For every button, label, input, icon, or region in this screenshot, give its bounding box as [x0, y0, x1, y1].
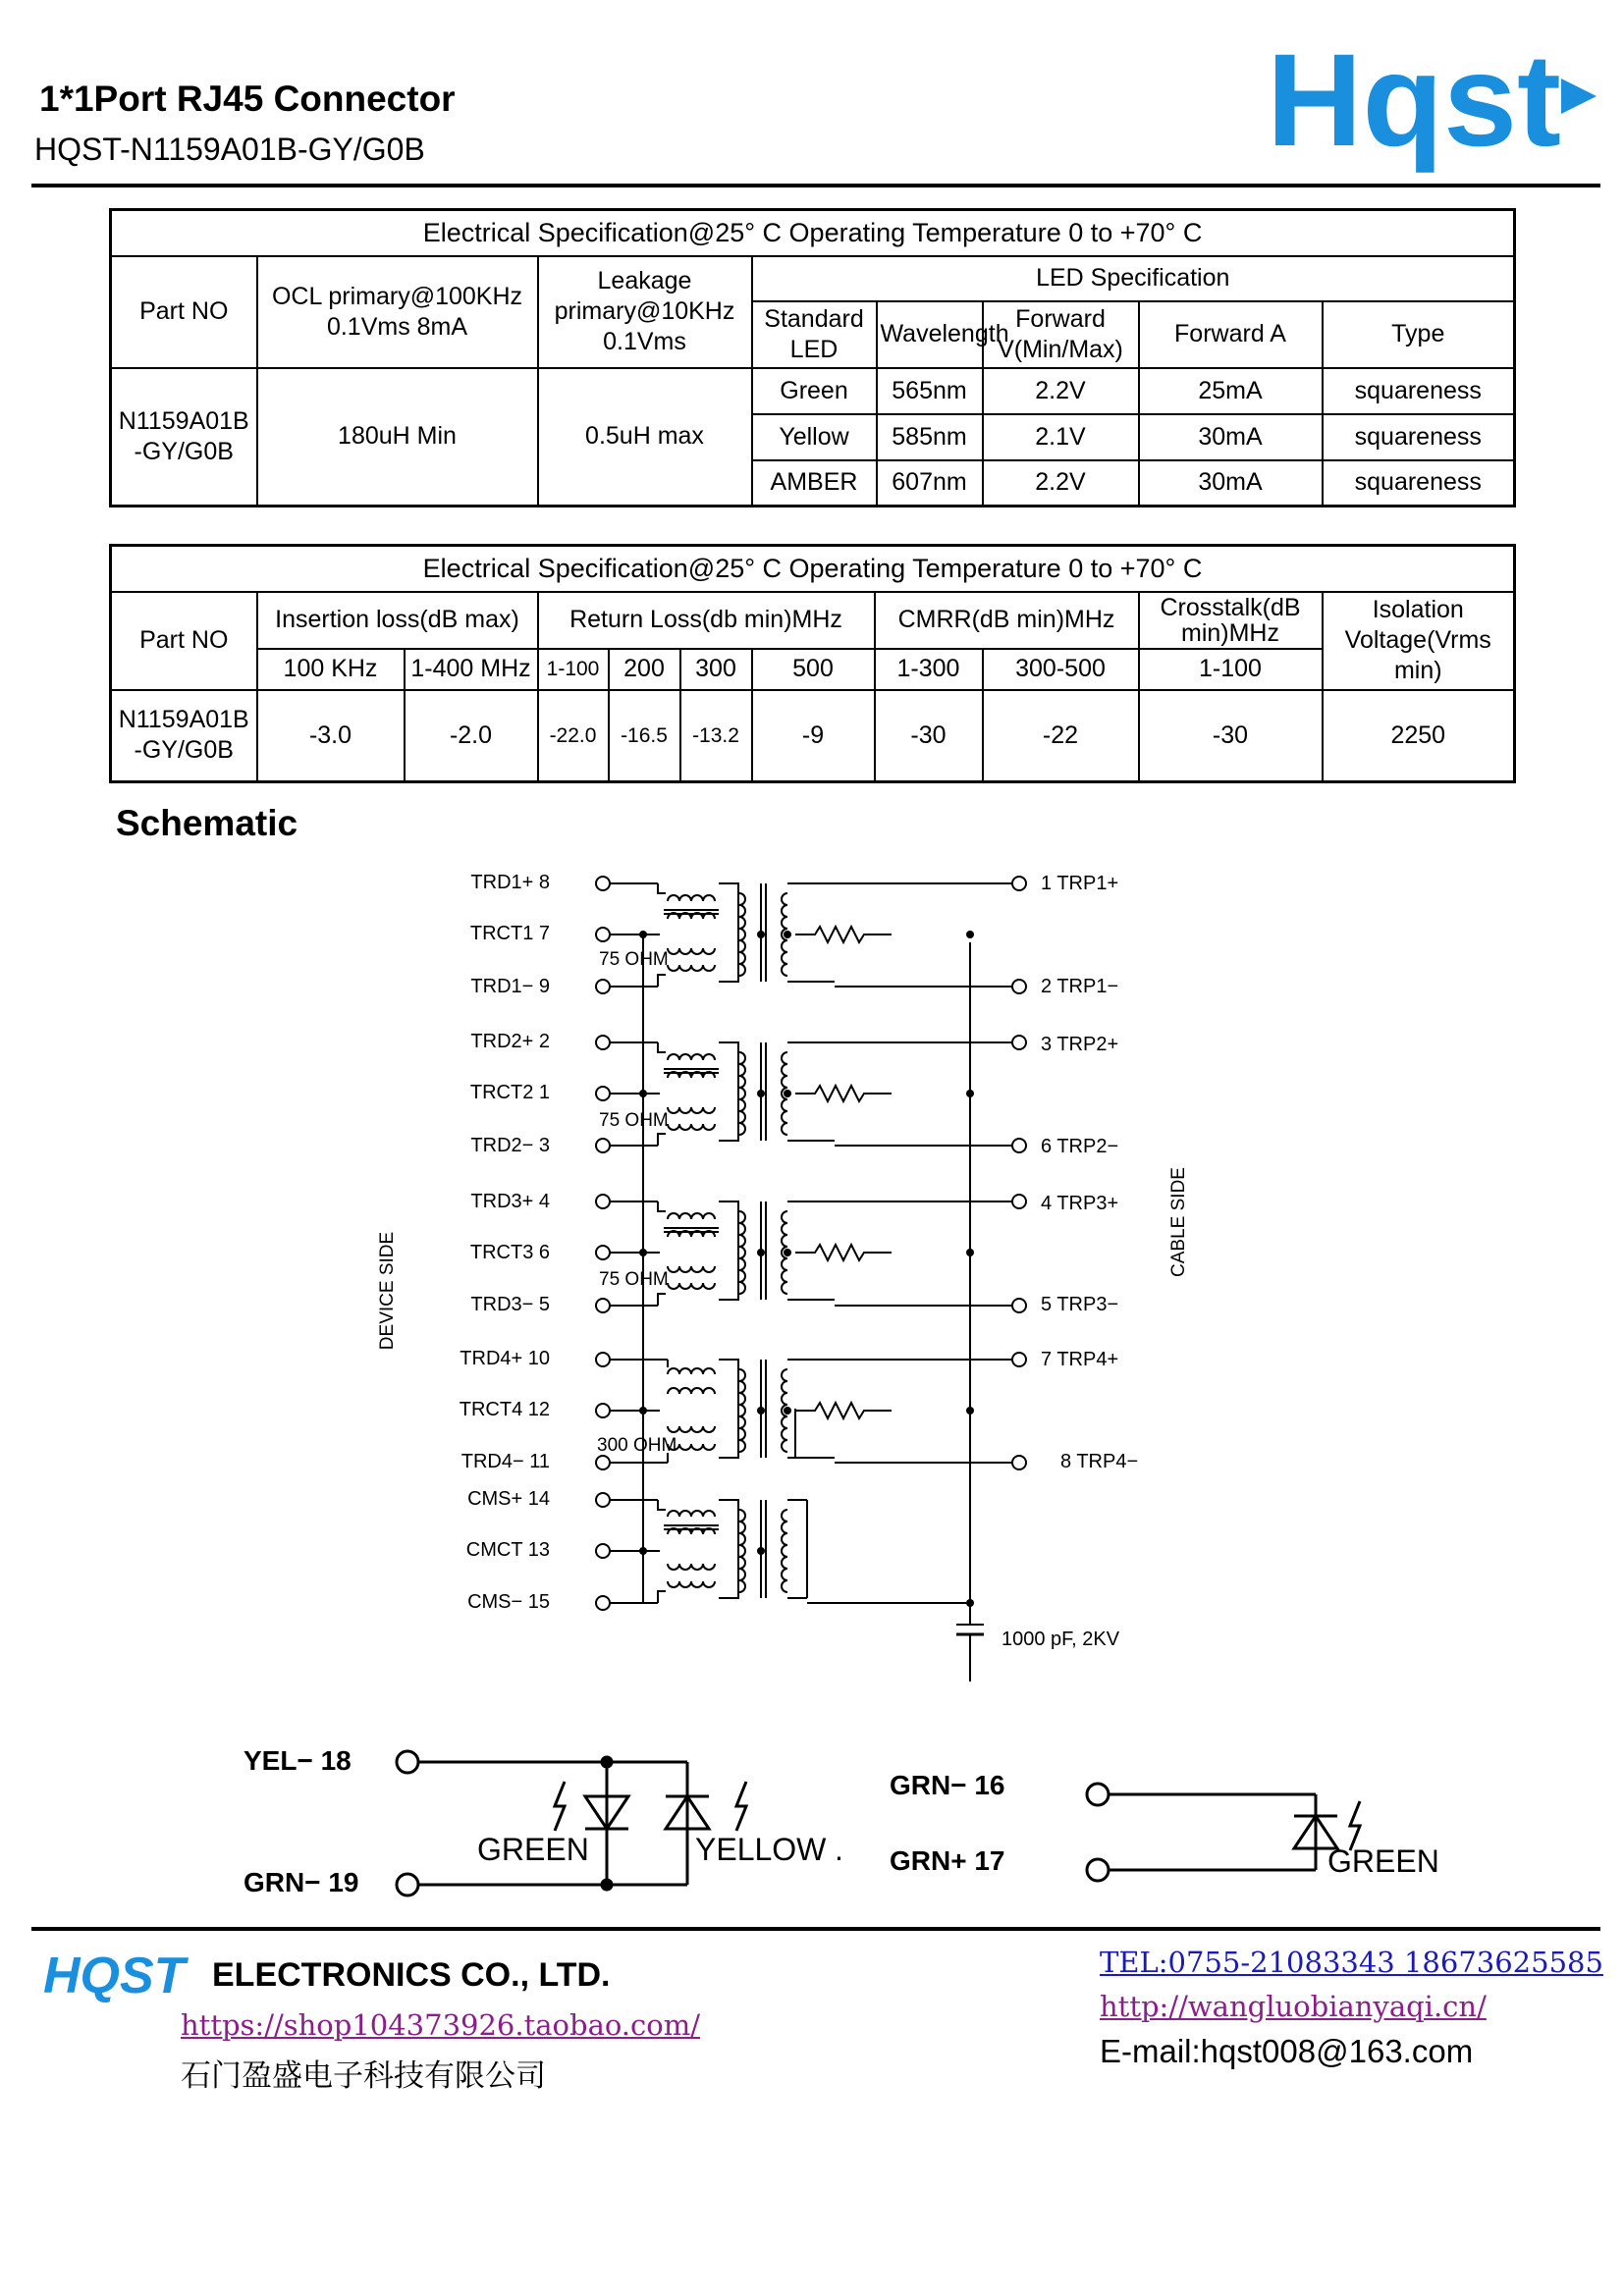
pin-grn16: GRN− 16 — [890, 1770, 1005, 1800]
company-brand: HQST — [43, 1948, 186, 2004]
t2-sub: 200 — [609, 649, 680, 690]
pin-label: TRD4+ 10 — [460, 1348, 550, 1369]
t1-partno: N1159A01B -GY/G0B — [111, 368, 257, 507]
transformer-schematic — [363, 859, 1188, 1683]
pin-label: 7 TRP4+ — [1041, 1349, 1119, 1370]
t2-value: -22 — [983, 690, 1139, 782]
t1-col-standard-led: Standard LED — [752, 301, 877, 368]
pin-label: CMS+ 14 — [467, 1488, 550, 1510]
yellow-led-label: YELLOW — [695, 1832, 827, 1867]
t1-col-forward-a: Forward A — [1139, 301, 1323, 368]
t2-partno: N1159A01B -GY/G0B — [111, 690, 257, 782]
t2-value: -30 — [875, 690, 983, 782]
t1-cell: squareness — [1323, 368, 1515, 414]
t2-sub: 300 — [680, 649, 752, 690]
t1-cell: AMBER — [752, 460, 877, 507]
resistor-label: 75 OHM — [599, 1269, 669, 1290]
pin-label: TRD1− 9 — [470, 976, 550, 997]
t1-cell: 30mA — [1139, 460, 1323, 507]
t2-isolation-header: Isolation Voltage(Vrms min) — [1323, 592, 1515, 690]
pin-label: TRCT1 7 — [469, 923, 550, 944]
pin-label: TRD4− 11 — [460, 1451, 550, 1472]
t2-value: -9 — [752, 690, 875, 782]
pin-label: 6 TRP2− — [1041, 1136, 1119, 1157]
t2-return-header: Return Loss(db min)MHz — [538, 592, 875, 649]
table2-caption: Electrical Specification@25° C Operating Temperature 0 to +70° C — [111, 546, 1515, 592]
t1-col-type: Type — [1323, 301, 1515, 368]
pin-label: 2 TRP1− — [1041, 976, 1119, 997]
hqst-logo — [1267, 27, 1597, 174]
t1-cell: 585nm — [877, 414, 983, 460]
t1-cell: 607nm — [877, 460, 983, 507]
pin-label: TRD3+ 4 — [470, 1191, 550, 1212]
header-divider — [31, 184, 1600, 187]
shop-link[interactable]: https://shop104373926.taobao.com/ — [181, 2008, 700, 2042]
table1-caption: Electrical Specification@25° C Operating Temperature 0 to +70° C — [111, 210, 1515, 256]
t2-value: -22.0 — [538, 690, 609, 782]
telephone-link[interactable]: TEL:0755-21083343 18673625585 — [1100, 1946, 1603, 1979]
t1-cell: 2.2V — [983, 460, 1139, 507]
pin-label: TRCT4 12 — [459, 1399, 550, 1420]
capacitor-label: 1000 pF, 2KV — [1001, 1629, 1120, 1650]
pin-label: TRD2+ 2 — [470, 1031, 550, 1052]
t2-sub: 1-400 MHz — [405, 649, 538, 690]
resistor-label: 75 OHM — [599, 949, 669, 970]
pin-label: 1 TRP1+ — [1041, 873, 1119, 894]
t2-cmrr-header: CMRR(dB min)MHz — [875, 592, 1139, 649]
resistor-label: 300 OHM — [597, 1435, 677, 1456]
t2-value: -3.0 — [257, 690, 405, 782]
t1-led-spec-header: LED Specification — [752, 256, 1515, 301]
t1-cell: 2.2V — [983, 368, 1139, 414]
logo-text: Hqst — [1267, 27, 1561, 174]
website-link[interactable]: http://wangluobianyaqi.cn/ — [1100, 1990, 1487, 2023]
t1-partno-header: Part NO — [111, 256, 257, 368]
t1-cell: squareness — [1323, 460, 1515, 507]
pin-yel18: YEL− 18 — [244, 1745, 352, 1776]
t2-crosstalk-header: Crosstalk(dB min)MHz — [1139, 592, 1323, 649]
pin-label: 4 TRP3+ — [1041, 1193, 1119, 1214]
pin-label: TRCT2 1 — [469, 1082, 550, 1103]
schematic-title: Schematic — [116, 803, 298, 843]
cable-side-label: CABLE SIDE — [1168, 1167, 1189, 1277]
resistor-label: 75 OHM — [599, 1110, 669, 1131]
separator-dot: . — [835, 1832, 843, 1867]
t1-cell: Green — [752, 368, 877, 414]
t2-sub: 1-300 — [875, 649, 983, 690]
t1-cell: 25mA — [1139, 368, 1323, 414]
t1-cell: squareness — [1323, 414, 1515, 460]
footer-divider — [31, 1927, 1600, 1931]
t2-sub: 500 — [752, 649, 875, 690]
electrical-spec-table — [109, 544, 1516, 783]
email-address: E-mail:hqst008@163.com — [1100, 2033, 1474, 2069]
t2-insertion-header: Insertion loss(dB max) — [257, 592, 538, 649]
pin-label: TRD2− 3 — [470, 1135, 550, 1156]
pin-grn17: GRN+ 17 — [890, 1845, 1005, 1876]
pin-grn19: GRN− 19 — [244, 1867, 359, 1897]
device-side-label: DEVICE SIDE — [377, 1231, 398, 1351]
pin-label: 8 TRP4− — [1060, 1451, 1139, 1472]
t1-ocl-header: OCL primary@100KHz 0.1Vms 8mA — [257, 256, 538, 368]
t2-sub: 1-100 — [538, 649, 609, 690]
t1-cell: 30mA — [1139, 414, 1323, 460]
led-spec-table — [109, 208, 1516, 507]
t1-cell: 2.1V — [983, 414, 1139, 460]
t1-ocl: 180uH Min — [257, 368, 538, 507]
document-title: 1*1Port RJ45 Connector — [39, 79, 456, 119]
t1-col-forward-v: Forward V(Min/Max) — [983, 301, 1139, 368]
pin-label: 5 TRP3− — [1041, 1294, 1119, 1315]
company-name: ELECTRONICS CO., LTD. — [212, 1956, 611, 1994]
pin-label: 3 TRP2+ — [1041, 1034, 1119, 1055]
t1-cell: 565nm — [877, 368, 983, 414]
pin-label: CMS− 15 — [467, 1591, 550, 1613]
company-chinese-name: 石门盈盛电子科技有限公司 — [181, 2058, 546, 2094]
t2-value: -13.2 — [680, 690, 752, 782]
t2-sub: 300-500 — [983, 649, 1139, 690]
t1-leakage-header: Leakage primary@10KHz 0.1Vms — [538, 256, 752, 368]
t1-leakage: 0.5uH max — [538, 368, 752, 507]
pin-label: TRD1+ 8 — [470, 872, 550, 893]
t2-value: -16.5 — [609, 690, 680, 782]
green-led-label: GREEN — [477, 1832, 589, 1867]
green-led-label-2: GREEN — [1327, 1843, 1439, 1879]
model-number: HQST-N1159A01B-GY/G0B — [34, 132, 425, 167]
t2-sub: 100 KHz — [257, 649, 405, 690]
pin-label: TRCT3 6 — [469, 1242, 550, 1263]
t1-cell: Yellow — [752, 414, 877, 460]
pin-label: CMCT 13 — [465, 1539, 550, 1561]
t2-value: -2.0 — [405, 690, 538, 782]
led-schematic — [226, 1723, 1453, 1919]
pin-label: TRD3− 5 — [470, 1294, 550, 1315]
t1-col-wavelength: Wavelength — [877, 301, 983, 368]
t2-value: 2250 — [1323, 690, 1515, 782]
t2-value: -30 — [1139, 690, 1323, 782]
t2-partno-header: Part NO — [111, 592, 257, 690]
t2-sub: 1-100 — [1139, 649, 1323, 690]
